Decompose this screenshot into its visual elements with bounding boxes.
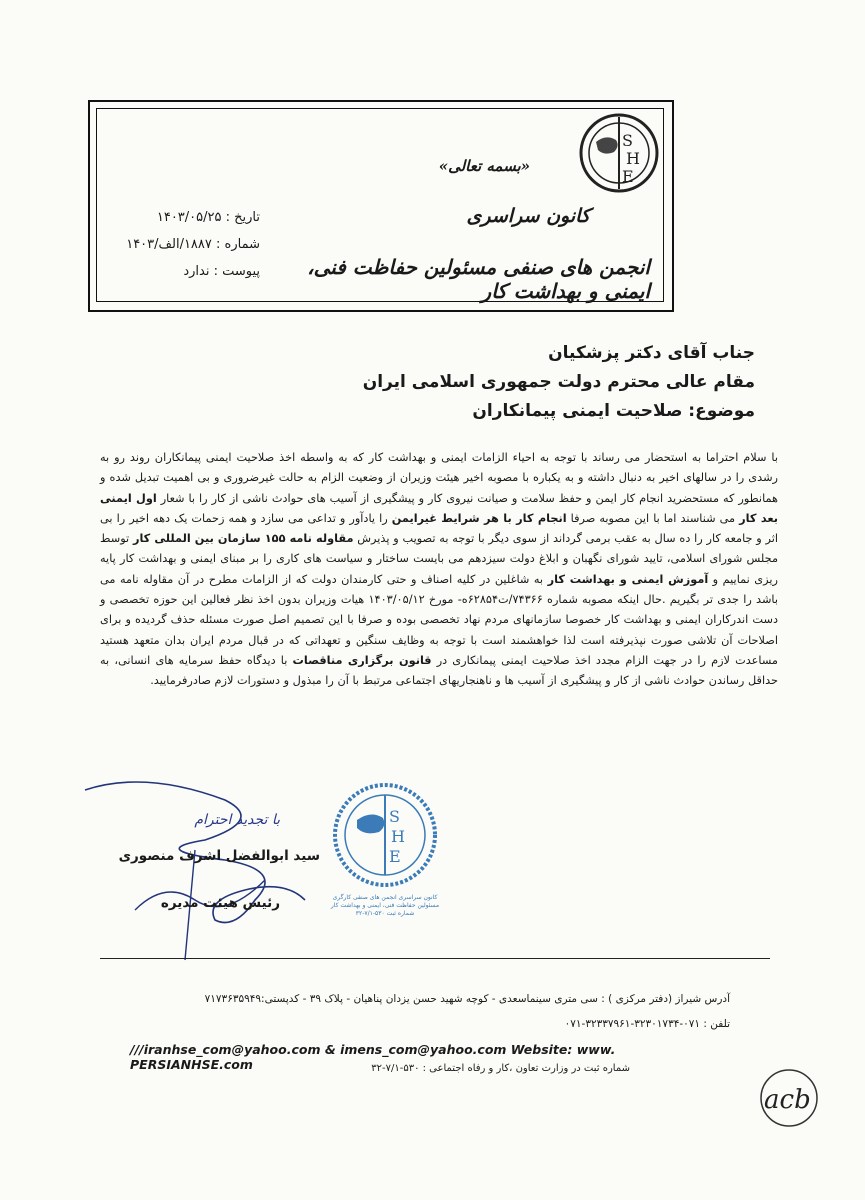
stamp-text1: کانون سراسری انجمن های صنفی کارگری bbox=[332, 894, 438, 901]
handwritten-note: با تجدید احترام bbox=[194, 812, 280, 828]
stamp-text2: مسئولین حفاظت فنی، ایمنی و بهداشت کار bbox=[330, 902, 440, 909]
org-name-line2: انجمن های صنفی مسئولین حفاظت فنی، ایمنی و بهداشت کار bbox=[307, 255, 650, 303]
signatory-name: سید ابوالفضل اشرف منصوری bbox=[118, 848, 320, 864]
footer-web: ///iranhse_com@yahoo.com & imens_com@yahoo.com Website: www. PERSIANHSE.com bbox=[130, 1042, 616, 1072]
addressee-title: مقام عالی محترم دولت جمهوری اسلامی ایران bbox=[362, 372, 755, 392]
footer-phone: تلفن : ۰۷۱-۳۲۳۰۱۷۳۴-۳۲۳۳۷۹۶۱-۰۷۱ bbox=[564, 1018, 730, 1030]
letter-subject: موضوع: صلاحیت ایمنی پیمانکاران bbox=[472, 401, 755, 421]
stamp-text3: شماره ثبت ۵۳۰-۷/۱-۳۲ bbox=[355, 910, 415, 917]
letter-attachment: پیوست : ندارد bbox=[183, 264, 260, 279]
svg-text:S: S bbox=[622, 131, 633, 150]
letter-body: با سلام احتراما به استحضار می رساند با توجه به احیاء الزامات ایمنی و بهداشت کار که به واسطه اخذ صلاحیت ایمنی پیمانکاران روند رو به رشدی را در سالهای اخیر به دنبال داشته و به یکباره با مصوبه اخیر هیئت وزیران از وضعیت الزام به حالت غیرضروری و بی اهمیت تبدیل شده و همانطور که مستحضرید انجام کار ایمن و حفظ سلامت و صیانت نیروی کار و پیشگیری از آسیب های حوادث ناشی از کار را با شعار اول ایمنی بعد کار می شناسند اما با این مصوبه صرفا انجام کار با هر شرایط غیرایمن را یادآور و تداعی می سازد و همه زحمات یک دهه اخیر را بی اثر و جامعه کار را ده سال به عقب برمی گرداند از سوی دیگر با توجه به تصویب و پذیرش مقاوله نامه ۱۵۵ سازمان بین المللی کار توسط مجلس شورای اسلامی، تایید شورای نگهبان و ابلاغ دولت سیزدهم می بایست ساختار و سیاست های کاری را بر مبنای ایمنی و بهداشت کار پایه ریزی نماییم و آموزش ایمنی و بهداشت کار به شاغلین در کلیه اصناف و حتی کارمندان دولت که از الزامات مطرح در آن مقاوله نامه می باشد را جدی تر بگیریم .حال اینکه مصوبه شماره ۷۴۳۶۶/ت۶۲۸۵۴ه- مورخ ۱۴۰۳/۰۵/۱۲ هیات وزیران بدون اخذ نظر فعالین این حوزه تخصصی و دست اندرکاران ایمنی و بهداشت کار خصوصا سازمانهای مردم نهاد تخصصی بوده و صرفا با این تصمیم اصل صورت مسئله حذف گردیده و برای اصلاحات آن تلاشی صورت نپذیرفته است لذا خواهشمند است با توجه به وظایف سنگین و تعهداتی که در قبال مردم ایران بدان متعهد هستید مساعدت لازم را در جهت الزام مجدد اخذ صلاحیت ایمنی پیمانکاری در قانون برگزاری مناقصات با دیدگاه حفظ سرمایه های انسانی، به حداقل رساندن حوادث ناشی از کار و پیشگیری از آسیب ها و ناهنجاریهای اجتماعی مرتبط با آن را مبذول و دستورات لازم صادرفرمایید. bbox=[100, 451, 779, 688]
bismillah: «بسمه تعالی» bbox=[438, 157, 530, 175]
svg-text:S: S bbox=[389, 807, 400, 826]
signatory-title: رئیس هیئت مدیره bbox=[160, 895, 280, 911]
emphasis-tender-law: قانون برگزاری مناقصات bbox=[292, 653, 432, 667]
footer-registration: شماره ثبت در وزارت تعاون ،کار و رفاه اجتماعی : ۵۳۰-۷/۱-۳۲ bbox=[371, 1063, 630, 1074]
letter-number: شماره : ۱۸۸۷/الف/۱۴۰۳ bbox=[126, 237, 260, 252]
org-name-line1: کانون سراسری bbox=[466, 205, 590, 227]
emphasis-unsafe-work: انجام کار با هر شرایط غیرایمن bbox=[391, 511, 567, 525]
footer-address: آدرس شیراز (دفتر مرکزی ) : سی متری سینماسعدی - کوچه شهید حسن یزدان پناهیان - پلاک ۳۹ - کدپستی:۷۱۷۳۶۳۵۹۴۹ bbox=[204, 993, 730, 1005]
svg-text:H: H bbox=[391, 827, 405, 846]
footer-divider bbox=[100, 958, 770, 959]
svg-text:acb: acb bbox=[764, 1085, 811, 1115]
emphasis-ilo-155: مقاوله نامه ۱۵۵ سازمان بین المللی کار bbox=[132, 532, 354, 546]
stamp-seal-icon bbox=[325, 780, 445, 890]
emphasis-safety-first: اول ایمنی بعد کار bbox=[100, 491, 778, 525]
she-logo-icon bbox=[578, 112, 660, 194]
emphasis-hse-training: آموزش ایمنی و بهداشت کار bbox=[547, 572, 709, 586]
svg-text:E: E bbox=[622, 167, 634, 186]
svg-text:H: H bbox=[626, 149, 640, 168]
addressee-name: جناب آقای دکتر پزشکیان bbox=[548, 343, 755, 363]
acb-logo-icon bbox=[752, 1063, 827, 1133]
letter-date: تاریخ : ۱۴۰۳/۰۵/۲۵ bbox=[156, 210, 260, 225]
svg-text:E: E bbox=[389, 847, 401, 866]
official-stamp bbox=[325, 780, 445, 940]
